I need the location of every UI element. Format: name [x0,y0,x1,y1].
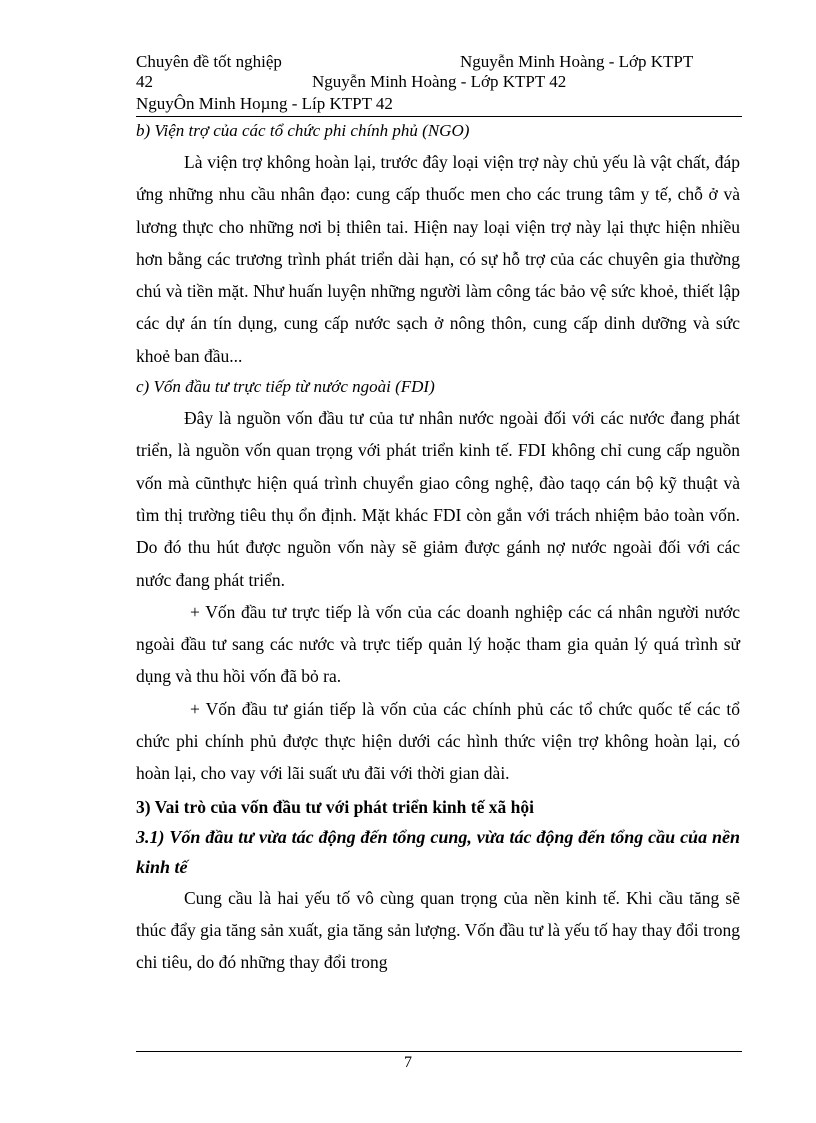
paragraph-supply-demand: Cung cầu là hai yếu tố vô cùng quan trọng của nền kinh tế. Khi cầu tăng sẽ thúc đẩy gia tăng sản xuất, gia tăng sản lượng. Vốn đầu tư là yếu tố hay thay đổi trong chi tiêu, do đó những thay đổi trong [136,887,740,973]
paragraph-ngo-aid: Là viện trợ không hoàn lại, trước đây loại viện trợ này chủ yếu là vật chất, đáp ứng những nhu cầu nhân đạo: cung cấp thuốc men cho các trung tâm y tế, chỗ ở và lương thực cho những nơi bị thiên tai. Hiện nay loại viện trợ này lại thực hiện nhiều hơn bằng các trương trình phát triển dài hạn, có sự hỗ trợ của các chuyên gia thường chú và tiền mặt. Như huấn luyện những người làm công tác bảo vệ sức khoẻ, thiết lập các dự án tín dụng, cung cấp nước sạch ở nông thôn, cung cấp dinh dưỡng và sức khoẻ ban đầu... [136,152,740,366]
heading-ngo-aid: b) Viện trợ của các tổ chức phi chính phủ (NGO) [136,121,470,140]
header-class-number: 42 [136,72,153,91]
heading-fdi: c) Vốn đầu tư trực tiếp từ nước ngoài (FDI) [136,377,435,397]
heading-section-3-1: 3.1) Vốn đầu tư vừa tác động đến tổng cung, vừa tác động đến tổng cầu của nền kinh tế [136,826,740,877]
header-author: Nguyễn Minh Hoàng - Lớp KTPT [460,52,694,71]
header-author-garbled: NguyÔn Minh Hoµng - Líp KTPT 42 [136,94,393,113]
heading-section-3: 3) Vai trò của vốn đầu tư với phát triển kinh tế xã hội [136,796,534,817]
page-number: 7 [404,1054,412,1071]
document-body [136,116,740,979]
header-author-duplicate: Nguyễn Minh Hoàng - Lớp KTPT 42 [312,72,567,91]
paragraph-indirect-investment: + Vốn đầu tư gián tiếp là vốn của các chính phủ các tổ chức quốc tế các tổ chức phi chính phủ được thực hiện dưới các hình thức viện trợ không hoàn lại, có hoàn lại, cho vay với lãi suất ưu đãi với thời gian dài. [136,698,740,784]
paragraph-fdi: Đây là nguồn vốn đầu tư của tư nhân nước ngoài đối với các nước đang phát triển, là nguồn vốn quan trọng với phát triển kinh tế. FDI không chỉ cung cấp nguồn vốn mà cũnthực hiện quá trình chuyển giao công nghệ, đào taqọ cán bộ kỹ thuật và tìm thị trường tiêu thụ ổn định. Mặt khác FDI còn gắn với trách nhiệm bảo toàn vốn. Do đó thu hút được nguồn vốn này sẽ giảm được gánh nợ nước ngoài đối với các nước đang phát triển. [136,408,740,590]
footer-rule [136,1051,742,1052]
paragraph-direct-investment: + Vốn đầu tư trực tiếp là vốn của các doanh nghiệp các cá nhân người nước ngoài đầu tư sang các nước và trực tiếp quản lý hoặc tham gia quản lý quá trình sử dụng và thu hồi vốn đã bỏ ra. [136,601,740,687]
header-course-title: Chuyên đề tốt nghiệp [136,52,282,71]
